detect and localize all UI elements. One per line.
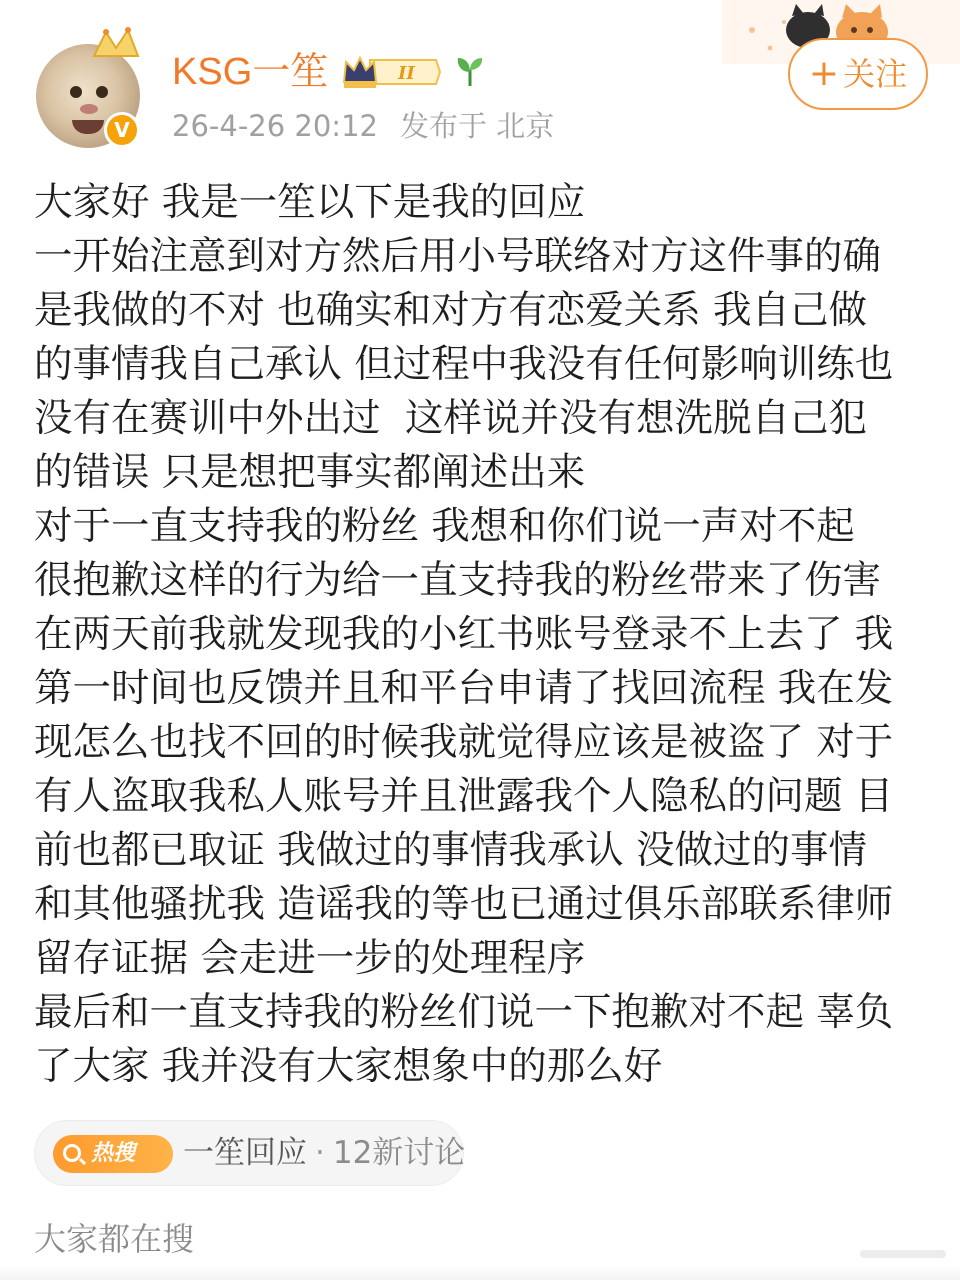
party-hat-icon (88, 26, 144, 58)
post-location: 发布于 北京 (399, 109, 555, 143)
bottom-divider (0, 1266, 960, 1280)
hot-search-pill[interactable] (34, 1120, 464, 1186)
avatar-mouth (72, 120, 104, 134)
post-line: 的事情我自己承认 但过程中我没有任何影响训练也 (34, 342, 894, 387)
post-line: 最后和一直支持我的粉丝们说一下抱歉对不起 辜负 (34, 990, 894, 1035)
post-line: 是我做的不对 也确实和对方有恋爱关系 我自己做 (34, 288, 867, 333)
post-line: 很抱歉这样的行为给一直支持我的粉丝带来了伤害 (34, 558, 882, 603)
post-line: 在两天前我就发现我的小红书账号登录不上去了 我 (34, 612, 894, 657)
post-line: 和其他骚扰我 造谣我的等也已通过俱乐部联系律师 (34, 882, 894, 927)
follow-label: 关注 (843, 55, 908, 93)
hot-search-separator: · (315, 1135, 325, 1171)
avatar-nose (80, 104, 98, 114)
hot-search-badge-label: 热搜 (91, 1141, 136, 1166)
post-line: 大家好 我是一笙以下是我的回应 (34, 180, 586, 225)
watermark-icon (858, 1244, 948, 1264)
post-line: 有人盗取我私人账号并且泄露我个人隐私的问题 目 (34, 774, 894, 819)
post-line: 前也都已取证 我做过的事情我承认 没做过的事情 (34, 828, 867, 873)
avatar-eye-left (70, 86, 82, 98)
post-line: 第一时间也反馈并且和平台申请了找回流程 我在发 (34, 666, 894, 711)
hot-search-text (183, 1131, 465, 1175)
post-line: 一开始注意到对方然后用小号联络对方这件事的确 (34, 234, 882, 279)
hot-search-badge (53, 1135, 173, 1173)
post-line: 没有在赛训中外出过 这样说并没有想洗脱自己犯 (34, 396, 867, 441)
everyone-search-heading: 大家都在搜 (34, 1220, 195, 1258)
hot-search-topic: 一笙回应 (183, 1135, 307, 1171)
search-icon (63, 1144, 81, 1162)
post-line: 现怎么也找不回的时候我就觉得应该是被盗了 对于 (34, 720, 894, 765)
post-header (0, 0, 960, 160)
follow-plus-icon: + (808, 53, 840, 94)
post-line: 对于一直支持我的粉丝 我想和你们说一声对不起 (34, 504, 855, 549)
verified-badge-icon: V (104, 112, 140, 148)
vip-level-text: II (398, 63, 415, 84)
post-line: 的错误 只是想把事实都阐述出来 (34, 450, 586, 495)
post-meta (172, 104, 554, 148)
post-line: 留存证据 会走进一步的处理程序 (34, 936, 586, 981)
post-body (34, 176, 934, 1094)
sprout-icon (454, 54, 486, 88)
avatar-eye-right (96, 86, 108, 98)
follow-button[interactable] (788, 38, 928, 110)
crown-level-badge-icon[interactable] (340, 52, 442, 92)
post-timestamp: 26-4-26 20:12 (172, 109, 378, 143)
post-line: 了大家 我并没有大家想象中的那么好 (34, 1044, 663, 1089)
hot-search-count: 12新讨论 (332, 1135, 466, 1171)
username[interactable]: KSG一笙 (172, 51, 329, 93)
